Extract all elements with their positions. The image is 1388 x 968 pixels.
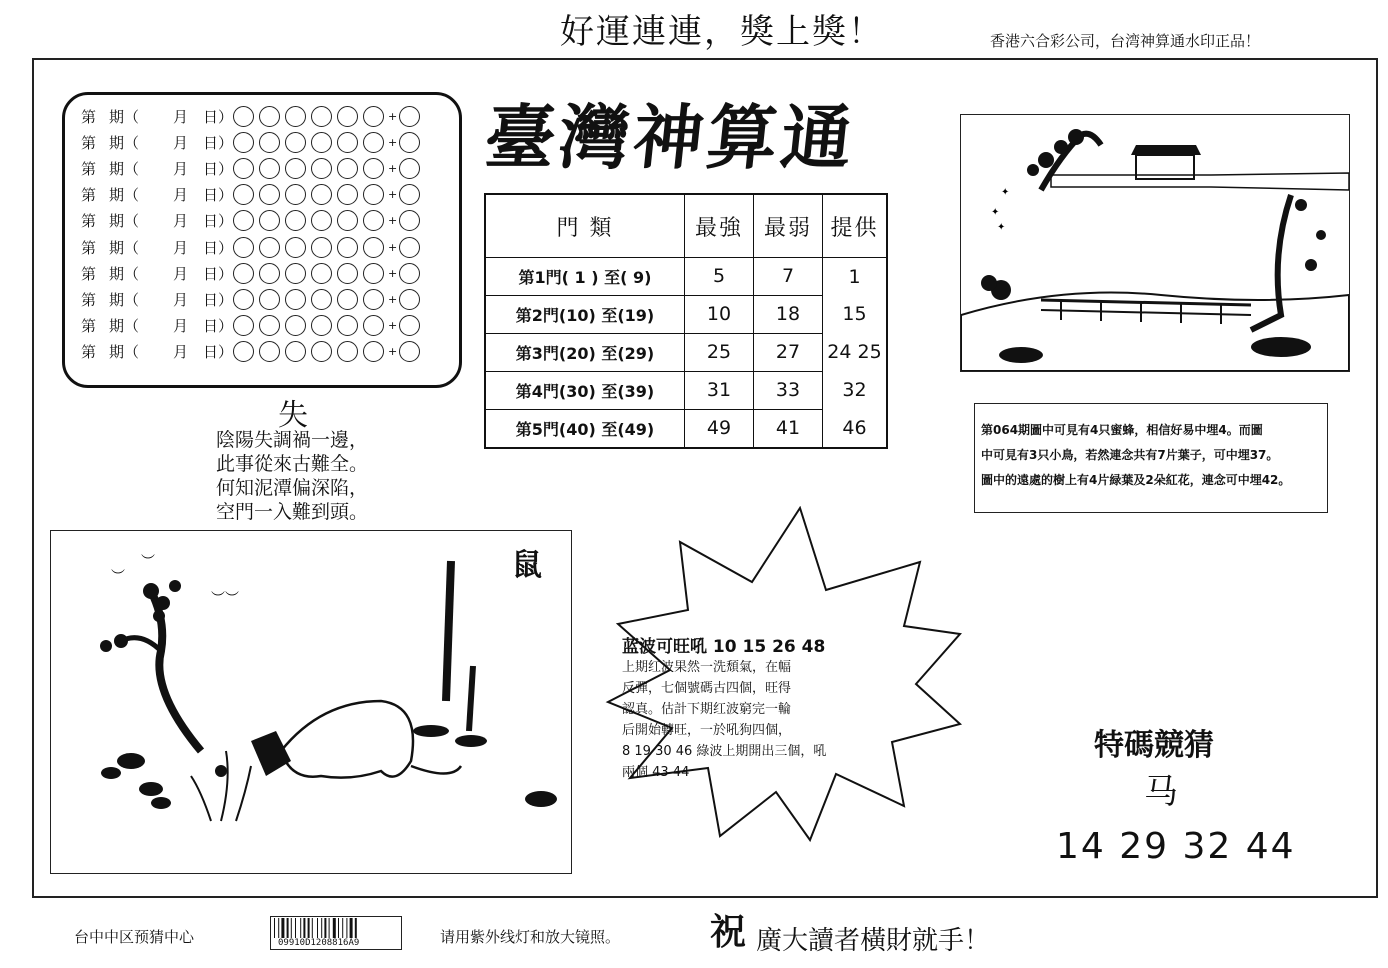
record-month: 月 — [173, 107, 189, 126]
record-period: 第 — [81, 212, 97, 231]
record-day: 日） — [203, 317, 234, 336]
gate-weak: 27 — [754, 333, 823, 371]
number-circle — [363, 289, 384, 310]
plus-sign: + — [388, 345, 398, 359]
record-period: 第 — [81, 186, 97, 205]
hint-line: 第064期圖中可見有4只蜜蜂，相信好易中埋4。而圖 — [981, 423, 1263, 437]
record-month: 月 — [173, 264, 189, 283]
special-number-circle — [399, 263, 420, 284]
special-number-circle — [399, 184, 420, 205]
record-row — [81, 339, 425, 365]
footer-center-name: 台中中区预猜中心 — [74, 928, 195, 946]
number-circle — [337, 315, 358, 336]
record-period: 第 — [81, 159, 97, 178]
special-number-circle — [399, 210, 420, 231]
number-circle — [285, 315, 306, 336]
number-circle — [337, 341, 358, 362]
record-qi: 期（ — [109, 238, 140, 257]
record-qi: 期（ — [109, 212, 140, 231]
plus-sign: + — [388, 319, 398, 333]
number-circle — [285, 158, 306, 179]
record-month: 月 — [173, 290, 189, 309]
record-row — [81, 129, 425, 155]
number-circle — [285, 341, 306, 362]
barcode-bar — [324, 918, 326, 938]
record-row — [81, 313, 425, 339]
plus-sign: + — [388, 292, 398, 306]
record-day: 日） — [203, 238, 234, 257]
record-period: 第 — [81, 133, 97, 152]
record-qi: 期（ — [109, 290, 140, 309]
gate-strong: 49 — [685, 409, 754, 448]
record-box — [62, 92, 462, 388]
record-row — [81, 260, 425, 286]
gate-provide: 15 — [823, 295, 888, 333]
number-circle — [337, 158, 358, 179]
special-number-circle — [399, 132, 420, 153]
starburst-head: 蓝波可旺吼 10 15 26 48 — [622, 637, 826, 657]
poem-line: 何知泥潭偏深陷， — [216, 477, 369, 499]
number-circle — [259, 184, 280, 205]
svg-text:︶: ︶ — [141, 554, 155, 570]
gate-range: 第4門(30) 至(39) — [485, 371, 685, 409]
number-circle — [363, 237, 384, 258]
poem-line: 空門一入難到頭。 — [216, 501, 369, 523]
special-number-circle — [399, 237, 420, 258]
record-day: 日） — [203, 133, 234, 152]
number-circle — [337, 132, 358, 153]
record-qi: 期（ — [109, 343, 140, 362]
plus-sign: + — [388, 214, 398, 228]
number-circle — [337, 184, 358, 205]
record-period: 第 — [81, 343, 97, 362]
number-circle — [337, 289, 358, 310]
record-row — [81, 208, 425, 234]
barcode-bar — [312, 918, 313, 938]
barcode-bar — [278, 918, 279, 938]
record-period: 第 — [81, 290, 97, 309]
number-circle — [285, 184, 306, 205]
gate-strong: 5 — [685, 258, 754, 296]
number-circle — [363, 184, 384, 205]
barcode-bar — [346, 918, 347, 938]
number-circle — [311, 315, 332, 336]
gate-strong: 31 — [685, 371, 754, 409]
record-month: 月 — [173, 186, 189, 205]
number-circle — [311, 237, 332, 258]
gate-provide: 24 25 — [823, 333, 888, 371]
barcode-bar — [308, 918, 310, 938]
footer-instruction: 请用紫外线灯和放大镜照。 — [440, 928, 621, 946]
hint-line: 圖中的遠處的樹上有4片緑葉及2朵紅花，連念可中埋42。 — [981, 473, 1291, 487]
record-qi: 期（ — [109, 317, 140, 336]
page-title: 臺灣神算通 — [481, 96, 860, 179]
record-day: 日） — [203, 212, 234, 231]
number-circle — [285, 289, 306, 310]
number-circle — [363, 106, 384, 127]
gate-range: 第1門( 1 ) 至( 9) — [485, 258, 685, 296]
record-row — [81, 286, 425, 312]
starburst-line: 上期红波果然一洗頹氣，在幅 — [622, 660, 792, 675]
table-row — [485, 371, 887, 409]
table-row — [485, 409, 887, 448]
record-month: 月 — [173, 343, 189, 362]
record-qi: 期（ — [109, 159, 140, 178]
barcode-number: 09910D1208816A9 — [278, 938, 360, 948]
number-circle — [311, 132, 332, 153]
number-circle — [259, 210, 280, 231]
barcode-bar — [287, 918, 289, 938]
plus-sign: + — [388, 135, 398, 149]
barcode-bar — [274, 918, 275, 938]
number-circle — [337, 106, 358, 127]
barcode-bar — [300, 918, 301, 938]
record-month: 月 — [173, 238, 189, 257]
gate-provide: 32 — [823, 371, 888, 409]
number-circle — [311, 158, 332, 179]
gate-provide: 1 — [823, 258, 888, 296]
svg-text:✦: ✦ — [991, 207, 1000, 218]
footer-blessing: 廣大讀者橫財就手！ — [756, 926, 991, 956]
gate-weak: 18 — [754, 295, 823, 333]
number-circle — [285, 263, 306, 284]
starburst-line: 兩個 43 44 — [622, 765, 690, 780]
record-day: 日） — [203, 343, 234, 362]
plus-sign: + — [388, 266, 398, 280]
record-row — [81, 103, 425, 129]
record-month: 月 — [173, 133, 189, 152]
record-period: 第 — [81, 107, 97, 126]
number-circle — [233, 237, 254, 258]
number-circle — [233, 158, 254, 179]
number-circle — [311, 341, 332, 362]
gate-provide: 46 — [823, 409, 888, 448]
barcode-bar — [281, 918, 284, 938]
barcode-bar — [342, 918, 343, 938]
starburst-line: 反彈，七個號碼古四個，旺得 — [622, 681, 792, 696]
record-qi: 期（ — [109, 186, 140, 205]
gate-weak: 33 — [754, 371, 823, 409]
barcode-bar — [303, 918, 305, 938]
special-animal: 马 — [1144, 772, 1178, 812]
record-row — [81, 155, 425, 181]
plus-sign: + — [388, 188, 398, 202]
special-number-circle — [399, 158, 420, 179]
record-qi: 期（ — [109, 264, 140, 283]
poem-line: 陰陽失調禍一邊， — [216, 429, 369, 451]
record-month: 月 — [173, 159, 189, 178]
barcode-bar — [329, 918, 330, 938]
number-circle — [285, 106, 306, 127]
col-header-category: 門 類 — [485, 194, 685, 258]
record-month: 月 — [173, 317, 189, 336]
painting-label: 鼠 — [512, 548, 542, 583]
poem-title: 失 — [278, 398, 308, 433]
col-header-weakest: 最弱 — [754, 194, 823, 258]
number-circle — [259, 341, 280, 362]
number-circle — [233, 184, 254, 205]
special-number-circle — [399, 341, 420, 362]
number-circle — [363, 210, 384, 231]
number-circle — [363, 158, 384, 179]
number-circle — [311, 184, 332, 205]
number-circle — [259, 289, 280, 310]
barcode-bars — [271, 917, 401, 939]
number-circle — [259, 263, 280, 284]
table-row — [485, 333, 887, 371]
number-circle — [233, 106, 254, 127]
number-circle — [311, 263, 332, 284]
record-period: 第 — [81, 238, 97, 257]
header-slogan: 好運連連，獎上獎！ — [560, 12, 884, 52]
special-numbers: 14 29 32 44 — [1056, 826, 1296, 867]
number-circle — [363, 315, 384, 336]
cat-illustration — [51, 531, 571, 873]
record-qi: 期（ — [109, 107, 140, 126]
hint-line: 中可見有3只小鳥，若然連念共有7片葉子，可中埋37。 — [981, 448, 1279, 462]
barcode-bar — [355, 918, 357, 938]
table-row — [485, 258, 887, 296]
number-circle — [259, 315, 280, 336]
gate-weak: 7 — [754, 258, 823, 296]
number-circle — [311, 289, 332, 310]
number-circle — [259, 132, 280, 153]
barcode-bar — [291, 918, 292, 938]
number-circle — [233, 132, 254, 153]
landscape-painting — [960, 114, 1350, 372]
gate-range: 第3門(20) 至(29) — [485, 333, 685, 371]
barcode-bar — [321, 918, 322, 938]
barcode-bar — [338, 918, 339, 938]
record-day: 日） — [203, 107, 234, 126]
number-circle — [233, 210, 254, 231]
plus-sign: + — [388, 161, 398, 175]
number-circle — [259, 158, 280, 179]
number-circle — [285, 132, 306, 153]
starburst-text — [622, 632, 922, 783]
barcode-bar — [295, 918, 296, 938]
special-number-circle — [399, 106, 420, 127]
hint-box — [974, 403, 1328, 513]
special-number-circle — [399, 315, 420, 336]
record-qi: 期（ — [109, 133, 140, 152]
record-period: 第 — [81, 317, 97, 336]
plus-sign: + — [388, 109, 398, 123]
number-circle — [233, 341, 254, 362]
special-label: 特碼競猜 — [1094, 728, 1214, 763]
gate-strong: 25 — [685, 333, 754, 371]
svg-text:✦: ✦ — [1001, 187, 1010, 198]
cat-painting — [50, 530, 572, 874]
gate-strong: 10 — [685, 295, 754, 333]
landscape-illustration — [961, 115, 1349, 371]
number-circle — [285, 237, 306, 258]
poem-line: 此事從來古難全。 — [216, 453, 369, 475]
svg-text:︶︶: ︶︶ — [211, 591, 239, 607]
number-circle — [363, 132, 384, 153]
starburst-line: 8 19 30 46 綠波上期開出三個，吼 — [622, 744, 827, 759]
footer-bless-char: 祝 — [710, 911, 747, 953]
gates-table — [484, 193, 888, 449]
record-month: 月 — [173, 212, 189, 231]
number-circle — [311, 210, 332, 231]
gate-range: 第2門(10) 至(19) — [485, 295, 685, 333]
number-circle — [285, 210, 306, 231]
number-circle — [233, 263, 254, 284]
svg-text:︶: ︶ — [111, 569, 125, 585]
number-circle — [337, 237, 358, 258]
col-header-strongest: 最強 — [685, 194, 754, 258]
barcode-bar — [333, 918, 336, 938]
record-row — [81, 182, 425, 208]
special-number-circle — [399, 289, 420, 310]
starburst-line: 后開始轉旺，一於吼狗四個， — [622, 723, 792, 738]
header-note: 香港六合彩公司，台湾神算通水印正品！ — [990, 32, 1261, 50]
number-circle — [259, 106, 280, 127]
record-day: 日） — [203, 290, 234, 309]
number-circle — [259, 237, 280, 258]
number-circle — [363, 263, 384, 284]
record-row — [81, 234, 425, 260]
col-header-provide: 提供 — [823, 194, 888, 258]
table-row — [485, 295, 887, 333]
poem — [216, 428, 368, 524]
barcode-bar — [350, 918, 353, 938]
svg-text:✦: ✦ — [997, 222, 1006, 233]
record-day: 日） — [203, 159, 234, 178]
record-day: 日） — [203, 186, 234, 205]
number-circle — [233, 289, 254, 310]
plus-sign: + — [388, 240, 398, 254]
starburst-line: 認真。估計下期红波窮完一輪 — [622, 702, 792, 717]
record-day: 日） — [203, 264, 234, 283]
number-circle — [363, 341, 384, 362]
gate-weak: 41 — [754, 409, 823, 448]
number-circle — [337, 210, 358, 231]
gate-range: 第5門(40) 至(49) — [485, 409, 685, 448]
number-circle — [337, 263, 358, 284]
barcode-bar — [317, 918, 318, 938]
number-circle — [233, 315, 254, 336]
number-circle — [311, 106, 332, 127]
record-period: 第 — [81, 264, 97, 283]
